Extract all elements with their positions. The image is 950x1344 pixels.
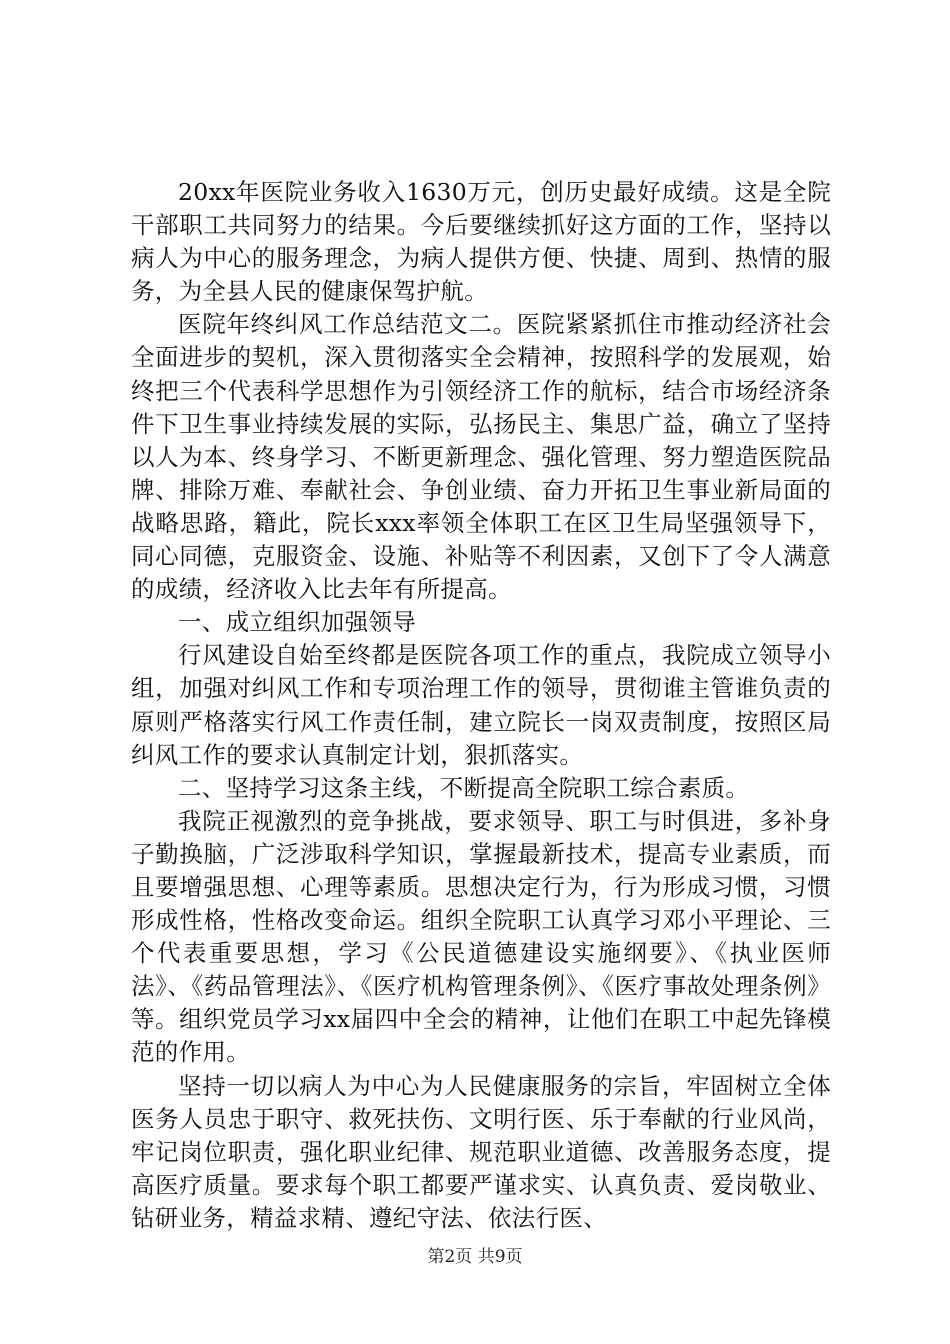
paragraph-revenue: 20xx年医院业务收入1630万元，创历史最好成绩。这是全院干部职工共同努力的结果。今后要继续抓好这方面的工作，坚持以病人为中心的服务理念，为病人提供方便、快捷、周到、热情的服务，为全县人民的健康保驾护航。 <box>131 178 831 306</box>
paragraph-summary-intro: 医院年终纠风工作总结范文二。医院紧紧抓住市推动经济社会全面进步的契机，深入贯彻落实全会精神，按照科学的发展观，始终把三个代表科学思想作为引领经济工作的航标，结合市场经济条件下卫生事业持续发展的实际，弘扬民主、集思广益，确立了坚持以人为本、终身学习、不断更新理念、强化管理、努力塑造医院品牌、排除万难、奉献社会、争创业绩、奋力开拓卫生事业新局面的战略思路，籍此，院长xxx率领全体职工在区卫生局坚强领导下，同心同德，克服资金、设施、补贴等不利因素，又创下了令人满意的成绩，经济收入比去年有所提高。 <box>131 310 831 604</box>
paragraph-study: 我院正视激烈的竞争挑战，要求领导、职工与时俱进，多补身子勤换脑，广泛涉取科学知识，掌握最新技术，提高专业素质，而且要增强思想、心理等素质。思想决定行为，行为形成习惯，习惯形成性格，性格改变命运。组织全院职工认真学习邓小平理论、三个代表重要思想，学习《公民道德建设实施纲要》、《执业医师法》、《药品管理法》、《医疗机构管理条例》、《医疗事故处理条例》等。组织党员学习xx届四中全会的精神，让他们在职工中起先锋模范的作用。 <box>131 806 831 1067</box>
page-footer: 第2页 共9页 <box>427 1247 523 1267</box>
paragraph-leadership: 行风建设自始至终都是医院各项工作的重点，我院成立领导小组，加强对纠风工作和专项治理工作的领导，贯彻谁主管谁负责的原则严格落实行风工作责任制，建立院长一岗双责制度，按照区局纠风工作的要求认真制定计划，狠抓落实。 <box>131 641 831 769</box>
section-heading-1: 一、成立组织加强领导 <box>178 608 416 637</box>
section-heading-2: 二、坚持学习这条主线，不断提高全院职工综合素质。 <box>178 773 750 802</box>
paragraph-patient-centered: 坚持一切以病人为中心为人民健康服务的宗旨，牢固树立全体医务人员忠于职守、救死扶伤、文明行医、乐于奉献的行业风尚，牢记岗位职责，强化职业纪律、规范职业道德、改善服务态度，提高医疗质量。要求每个职工都要严谨求实、认真负责、爱岗敬业、钻研业务，精益求精、遵纪守法、依法行医、 <box>131 1071 831 1232</box>
document-body <box>131 176 831 1235</box>
